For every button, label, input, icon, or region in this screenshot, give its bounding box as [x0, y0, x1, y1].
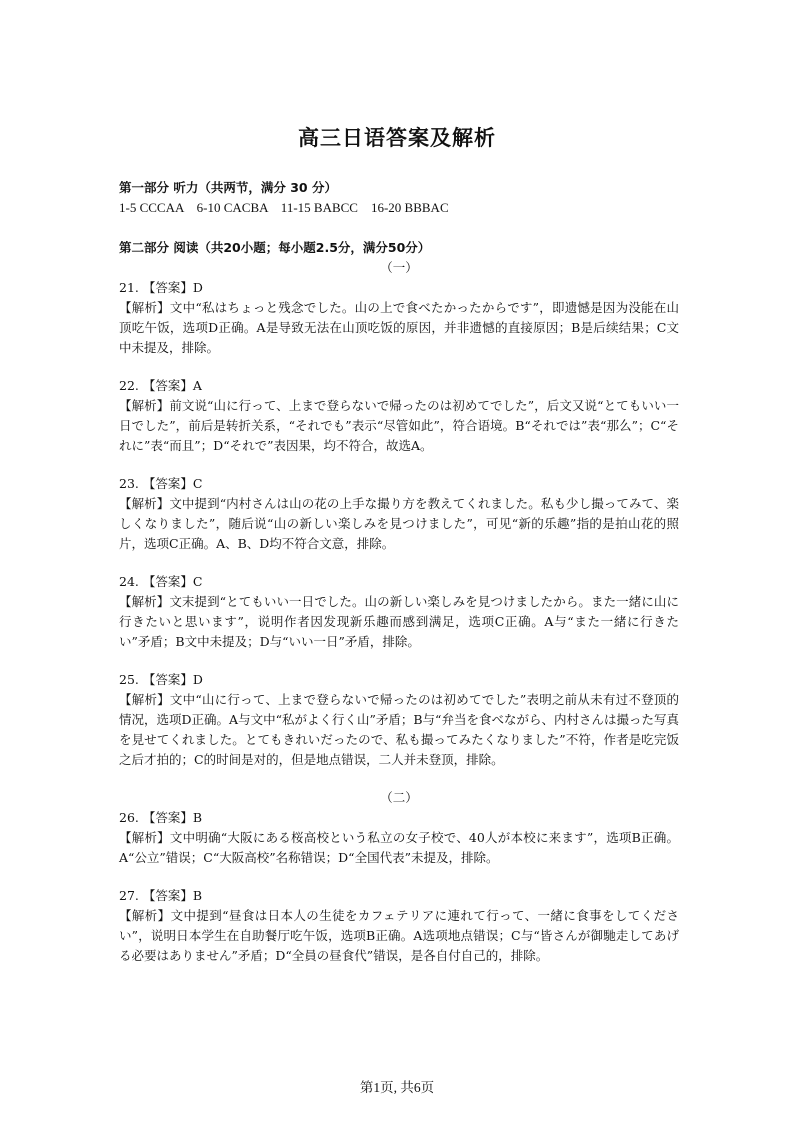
answer-line: 21. 【答案】D: [119, 280, 203, 295]
document-body: [119, 178, 679, 966]
section-label-1: （一）: [380, 260, 418, 275]
analysis-text: 【解析】文中“私はちょっと残念でした。山の上で食べたかったからです”，即遗憾是因为没能在山顶吃午饭，选项D正确。A是导致无法在山顶吃饭的原因，并非遗憾的直接原因；B是后续结果；C文中未提及，排除。: [119, 300, 679, 355]
analysis-text: 【解析】文中明确“大阪にある桜高校という私立の女子校で、40人が本校に来ます”，选项B正确。A“公立”错误；C“大阪高校”名称错误；D“全国代表”未提及，排除。: [119, 830, 679, 865]
question-24: [119, 572, 679, 652]
page-number: 第1页, 共6页: [359, 1080, 435, 1095]
part1-heading: 第一部分 听力（共两节，满分 30 分）: [119, 180, 337, 195]
answer-line: 26. 【答案】B: [119, 810, 203, 825]
analysis-text: 【解析】文末提到“とてもいい一日でした。山の新しい楽しみを見つけましたから。また一緒に山に行きたいと思います”，说明作者因发现新乐趣而感到满足，选项C正确。A与“また一緒に行きたい”矛盾；B文中未提及；D与“いい一日”矛盾，排除。: [119, 594, 679, 649]
section-label-2: （二）: [380, 790, 418, 805]
question-22: [119, 376, 679, 456]
question-25: [119, 670, 679, 770]
answer-line: 23. 【答案】C: [119, 476, 203, 491]
answer-line: 25. 【答案】D: [119, 672, 203, 687]
analysis-text: 【解析】文中提到“内村さんは山の花の上手な撮り方を教えてくれました。私も少し撮ってみて、楽しくなりました”，随后说“山の新しい楽しみを見つけました”，可见“新的乐趣”指的是拍山花的照片，选项C正确。A、B、D均不符合文意，排除。: [119, 496, 679, 551]
analysis-text: 【解析】文中“山に行って、上まで登らないで帰ったのは初めてでした”表明之前从未有过不登顶的情况，选项D正确。A与文中“私がよく行く山”矛盾；B与“弁当を食べながら、内村さんは撮った写真を見せてくれました。とてもきれいだったので、私も撮ってみたくなりました”不符，作者是吃完饭之后才拍的；C的时间是对的，但是地点错误，二人并未登顶，排除。: [119, 692, 679, 767]
question-23: [119, 474, 679, 554]
answer-line: 22. 【答案】A: [119, 378, 202, 393]
question-27: [119, 886, 679, 966]
analysis-text: 【解析】前文说“山に行って、上まで登らないで帰ったのは初めてでした”，后文又说“とてもいい一日でした”，前后是转折关系，“それでも”表示“尽管如此”，符合语境。B“それでは”表“那么”；C“それに”表“而且”；D“それで”表因果，均不符合，故选A。: [119, 398, 679, 453]
question-26: [119, 808, 679, 868]
document-title: 高三日语答案及解析: [298, 126, 496, 150]
analysis-text: 【解析】文中提到“昼食は日本人の生徒をカフェテリアに連れて行って、一緒に食事をしてください”，说明日本学生在自助餐厅吃午饭，选项B正确。A选项地点错误；C与“皆さんが御馳走してあげる必要はありません”矛盾；D“全員の昼食代”错误，是各自付自己的，排除。: [119, 908, 679, 963]
answer-line: 24. 【答案】C: [119, 574, 203, 589]
answer-line: 27. 【答案】B: [119, 888, 203, 903]
listening-answers: 1-5 CCCAA 6-10 CACBA 11-15 BABCC 16-20 BBBAC: [119, 200, 449, 215]
part2-heading: 第二部分 阅读（共20小题；每小题2.5分，满分50分）: [119, 240, 431, 255]
question-21: [119, 278, 679, 358]
